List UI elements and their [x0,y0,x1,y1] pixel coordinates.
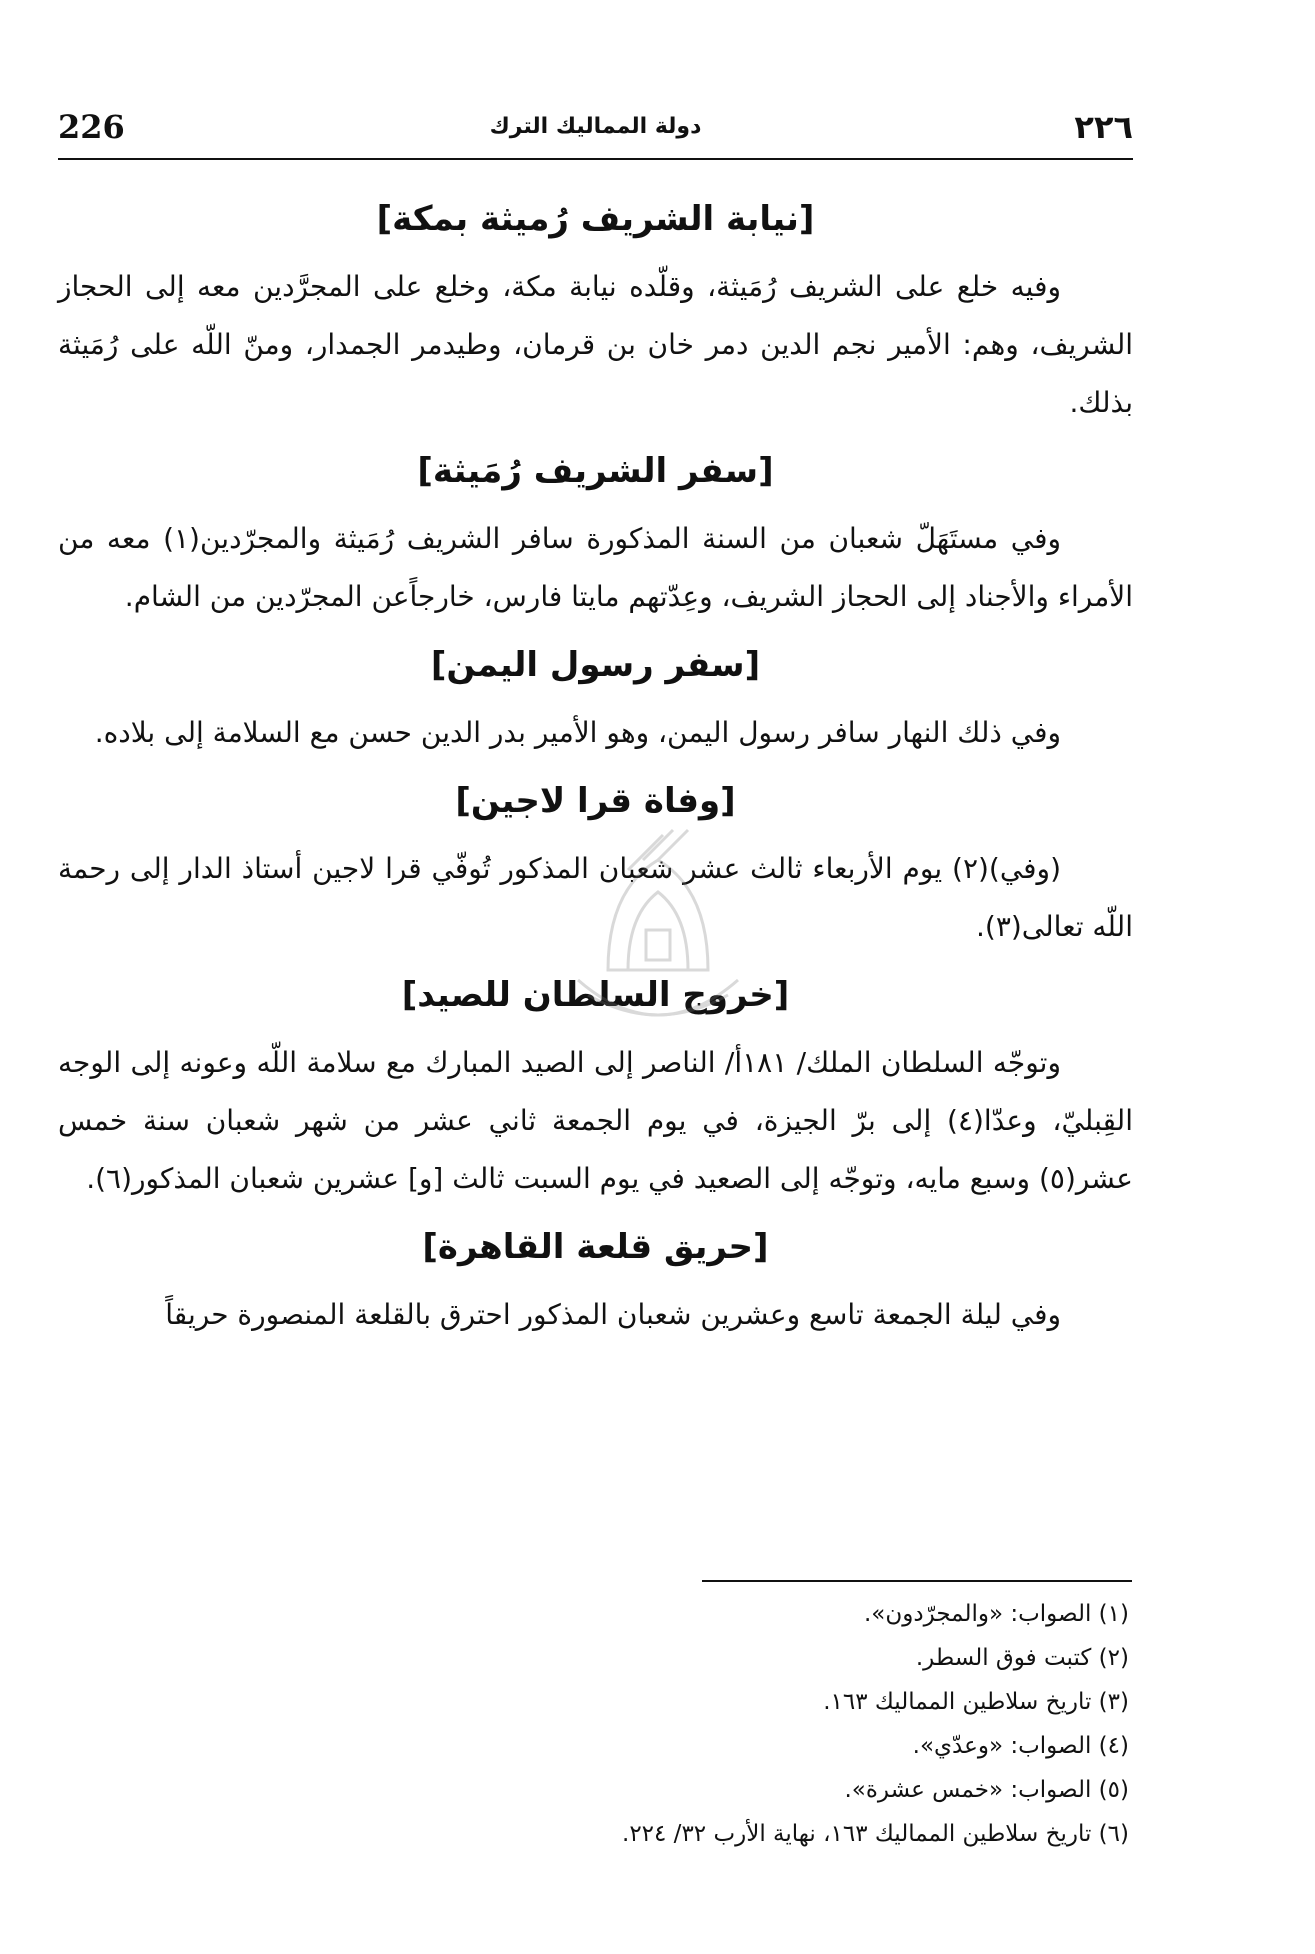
main-text [58,180,1133,1354]
section-heading: [سفر الشريف رُمَيثة] [417,451,774,491]
running-header [58,108,1133,158]
header-rule [58,158,1133,160]
section-heading: [حريق قلعة القاهرة] [422,1227,769,1267]
footnotes [58,1592,1133,1856]
footnote: (٣) تاريخ سلاطين المماليك ١٦٣. [823,1689,1129,1715]
footnote: (٥) الصواب: «خمس عشرة». [844,1777,1129,1803]
section-paragraph: وفي ليلة الجمعة تاسع وعشرين شعبان المذكور احترق بالقلعة المنصورة حريقاً [165,1298,1061,1331]
section-paragraph: وفي مستَهَلّ شعبان من السنة المذكورة سافر الشريف رُمَيثة والمجرّدين(١) معه من الأمراء والأجناد إلى الحجاز الشريف، وعِدّتهم مايتا فارس، خارجاًعن المجرّدين من الشام. [58,522,1133,613]
section-heading: [وفاة قرا لاجين] [455,781,736,821]
section-heading: [نيابة الشريف رُميثة بمكة] [376,199,815,239]
page-number-latin: 226 [58,108,125,146]
section-paragraph: (وفي)(٢) يوم الأربعاء ثالث عشر شعبان المذكور تُوفّي قرا لاجين أستاذ الدار إلى رحمة اللّه تعالى(٣). [58,852,1133,943]
footnote-rule [702,1580,1132,1582]
page-number-arabic: ٢٢٦ [1074,108,1133,146]
section-paragraph: وفي ذلك النهار سافر رسول اليمن، وهو الأمير بدر الدين حسن مع السلامة إلى بلاده. [94,716,1061,749]
footnote: (٦) تاريخ سلاطين المماليك ١٦٣، نهاية الأرب ٣٢/ ٢٢٤. [622,1821,1129,1847]
footnote: (٢) كتبت فوق السطر. [915,1645,1129,1671]
section-paragraph: وفيه خلع على الشريف رُمَيثة، وقلّده نيابة مكة، وخلع على المجرَّدين معه إلى الحجاز الشريف، وهم: الأمير نجم الدين دمر خان بن قرمان، وطيدمر الجمدار، ومنّ اللّه على رُمَيثة بذلك. [58,270,1133,419]
section-paragraph: وتوجّه السلطان الملك/ ١٨١أ/ الناصر إلى الصيد المبارك مع سلامة اللّه وعونه إلى الوجه القِبليّ، وعدّا(٤) إلى برّ الجيزة، في يوم الجمعة ثاني عشر من شهر شعبان سنة خمس عشر(٥) وسبع مايه، وتوجّه إلى الصعيد في يوم السبت ثالث [و] عشرين شعبان المذكور(٦). [58,1046,1133,1195]
footnote: (١) الصواب: «والمجرّدون». [864,1601,1129,1627]
section-heading: [سفر رسول اليمن] [430,645,761,685]
section-heading: [خروج السلطان للصيد] [401,975,790,1015]
footnote: (٤) الصواب: «وعدّي». [912,1733,1129,1759]
running-title: دولة المماليك الترك [489,114,702,139]
